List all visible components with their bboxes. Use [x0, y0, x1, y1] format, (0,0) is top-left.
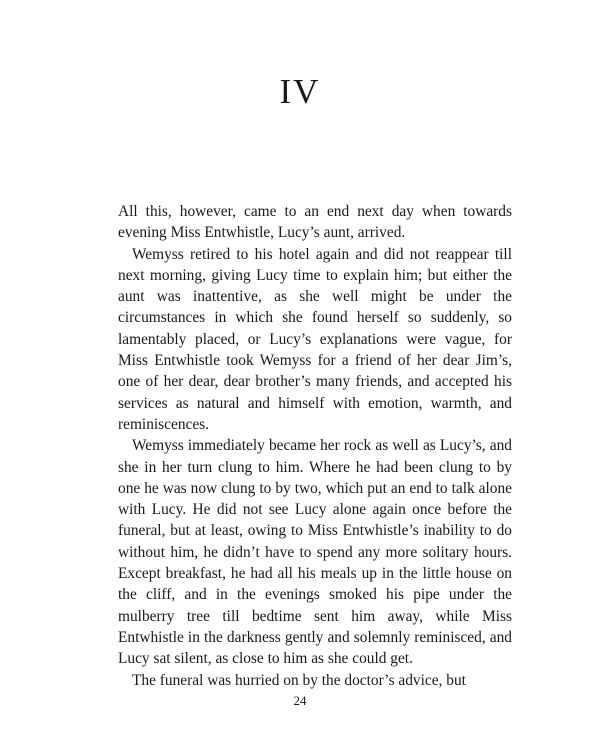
chapter-title: IV: [279, 72, 321, 111]
page-number: 24: [293, 693, 307, 708]
paragraph: Wemyss immediately became her rock as well as Lucy’s, and she in her turn clung to him. Where he had been clung to by one he was now clung to by two, which put an end to talk alone with Lucy. He did not see Lucy alone again once before the funeral, but at least, owing to Miss Entwhistle’s inability to do without him, he didn’t have to spend any more solitary hours. Except breakfast, he had all his meals up in the little house on the cliff, and in the evenings smoked his pipe under the mulberry tree till bedtime sent him away, while Miss Entwhistle in the darkness gently and solemnly reminisced, and Lucy sat silent, as close to him as she could get.: [118, 437, 512, 668]
paragraph: The funeral was hurried on by the doctor’s advice, but: [132, 671, 466, 689]
paragraph: Wemyss retired to his hotel again and did not reappear till next morning, giving Lucy time to explain him; but either the aunt was inattentive, as she well might be under the circumstances in which she found herself so suddenly, so lamentably placed, or Lucy’s explanations were vague, for Miss Entwhistle took Wemyss for a friend of her dear Jim’s, one of her dear, dear brother’s many friends, and accepted his services as natural and himself with emotion, warmth, and reminiscences.: [118, 245, 512, 433]
paragraph: All this, however, came to an end next day when towards evening Miss Entwhistle, Lucy’s aunt, arrived.: [118, 203, 512, 242]
body-text: [118, 201, 512, 691]
